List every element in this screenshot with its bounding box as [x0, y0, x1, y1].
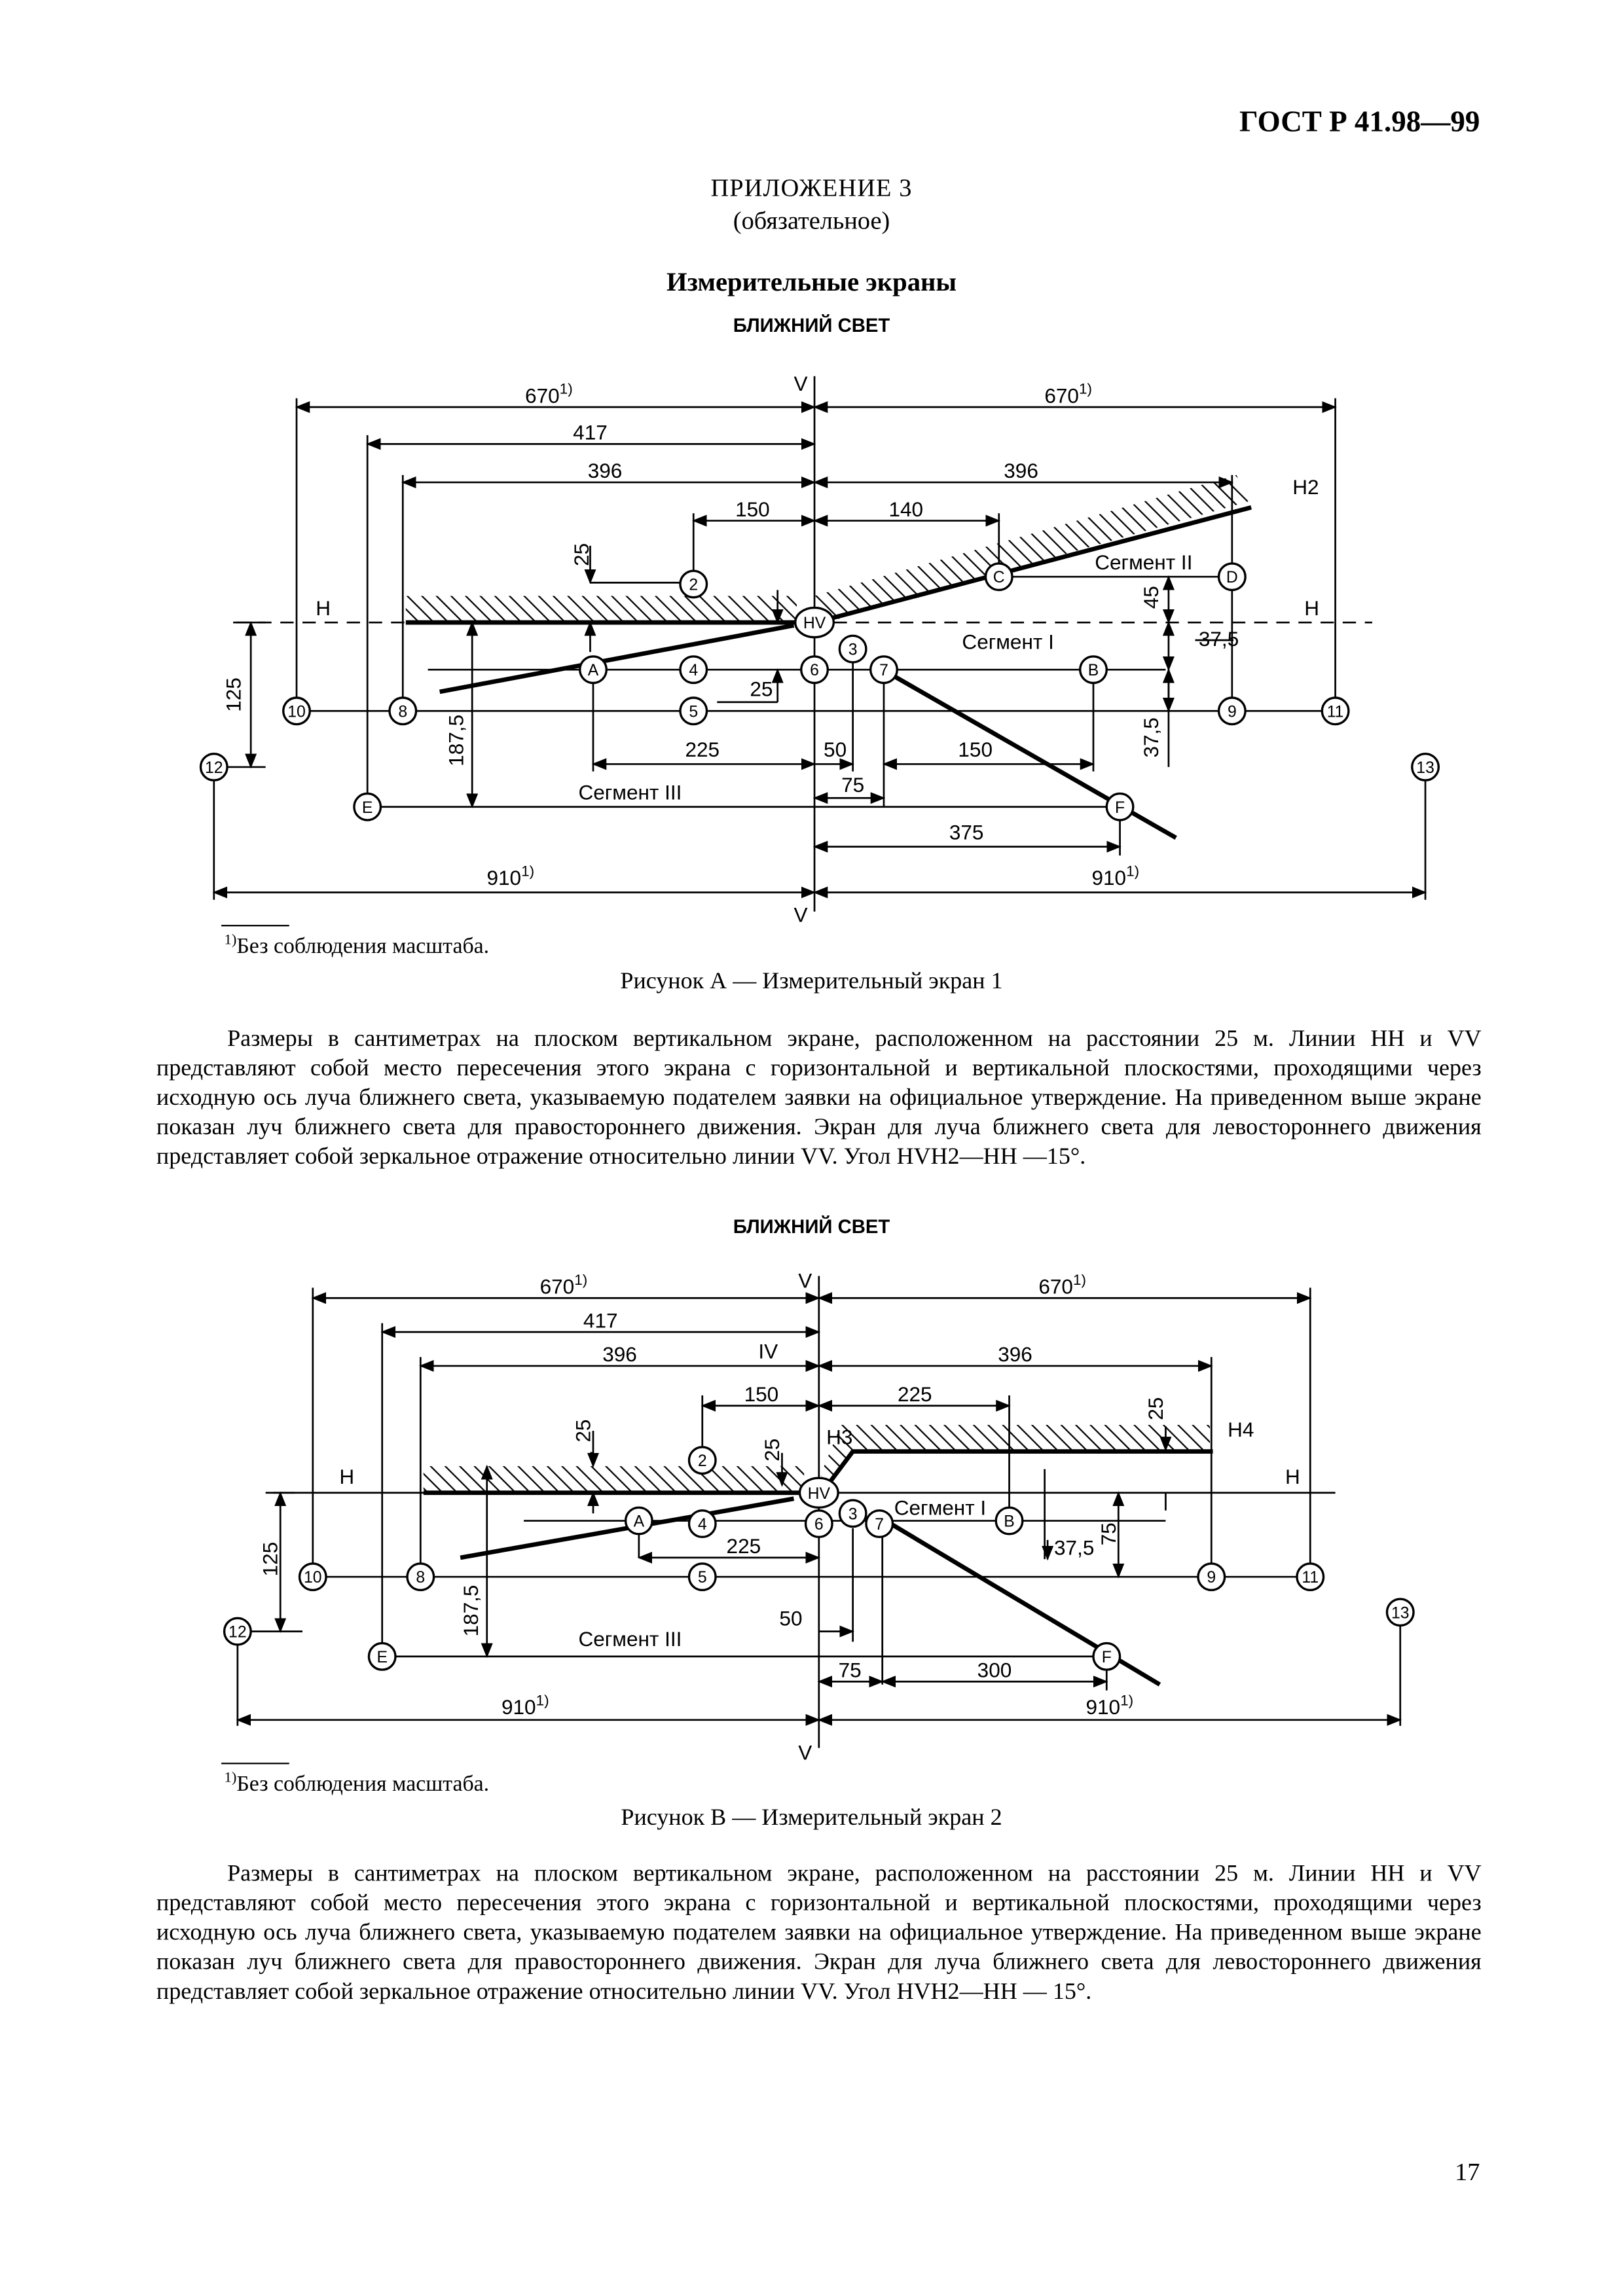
cutoff-hatch-right — [820, 1425, 1210, 1482]
point-4-label: 4 — [697, 1516, 707, 1534]
point-6-label: 6 — [810, 662, 819, 680]
dim-37-5: 37,5 — [1053, 1535, 1095, 1560]
dim-300: 300 — [977, 1658, 1012, 1682]
point-5-label: 5 — [697, 1569, 707, 1587]
point-a-label: A — [633, 1513, 645, 1531]
dim-75-right: 75 — [1096, 1522, 1120, 1546]
dim-125: 125 — [258, 1541, 282, 1577]
figure1-paragraph: Размеры в сантиметрах на плоском вертикальном экране, расположенном на расстоянии 25 м. Линии НН и VV представляют собой место пересечения этого экрана с горизонтальной и вертикальной плоскостями, проходящими через исходную ось луча ближнего света, указываемую подателем заявки на официальное утверждение. На приведенном выше экране показан луч ближнего света для правостороннего движения. Экран для луча ближнего света для левостороннего движения представляет собой зеркальное отражение относительно линии VV. Угол HVH2—HH —15°. — [156, 1026, 1482, 1170]
segment-1-label: Сегмент I — [962, 630, 1054, 654]
dim-910-left: 910$^{1)}$ — [486, 863, 535, 890]
point-2-label: 2 — [689, 576, 699, 594]
point-6-label: 6 — [814, 1516, 824, 1534]
footnote-2: $^{1)}$Без соблюдения масштаба. — [224, 1770, 490, 1797]
point-e-label: E — [376, 1648, 388, 1666]
dim-670-left: 670$^{1)}$ — [525, 380, 573, 408]
h3-label: H3 — [826, 1425, 853, 1449]
beam-line-left — [440, 626, 794, 692]
point-11-label: 11 — [1302, 1569, 1319, 1587]
section-title: Измерительные экраны — [666, 266, 957, 296]
h2-label: H2 — [1292, 475, 1319, 499]
figure2-paragraph: Размеры в сантиметрах на плоском вертикальном экране, расположенном на расстоянии 25 м. Линии НН и VV представляют собой место пересечения этого экрана с горизонтальной и вертикальной плоскостями, проходящими через исходную ось луча ближнего света, указываемую подателем заявки на официальное утверждение. На приведенном выше экране показан луч ближнего света для правостороннего движения. Экран для луча ближнего света для левостороннего движения представляет собой зеркальное отражение относительно линии VV. Угол HVH2—HH — 15°. — [156, 1861, 1482, 2005]
dim-37-5-lower: 37,5 — [1139, 717, 1163, 758]
page-number: 17 — [1455, 2158, 1480, 2186]
dim-25-upper: 25 — [570, 543, 594, 566]
dim-50: 50 — [824, 738, 847, 762]
h-label-right: H — [1285, 1465, 1300, 1489]
segment-2-label: Сегмент II — [1095, 550, 1193, 574]
cutoff-hatch-right — [814, 475, 1249, 622]
point-8-label: 8 — [398, 703, 408, 721]
appendix-title: ПРИЛОЖЕНИЕ 3 — [710, 173, 913, 202]
point-8-label: 8 — [416, 1569, 426, 1587]
dim-910-left: 910$^{1)}$ — [501, 1692, 549, 1719]
hv-label: HV — [807, 1484, 831, 1503]
dim-140: 140 — [888, 497, 924, 521]
appendix-note: (обязательное) — [733, 206, 890, 235]
dim-37-5-right: 37,5 — [1198, 627, 1239, 651]
dim-396-right: 396 — [1004, 459, 1038, 483]
dim-25-right: 25 — [1143, 1397, 1167, 1420]
segment-3-label: Сегмент III — [578, 780, 682, 804]
dim-417: 417 — [583, 1308, 618, 1333]
v-label-bottom: V — [798, 1740, 812, 1765]
cutoff-line-right — [826, 1452, 1213, 1487]
dim-25-left: 25 — [571, 1419, 595, 1443]
v-label-top: V — [793, 372, 808, 396]
dim-150-top: 150 — [735, 497, 770, 521]
point-5-label: 5 — [689, 703, 699, 721]
point-13-label: 13 — [1416, 759, 1434, 777]
dim-150-bottom: 150 — [958, 738, 993, 762]
dim-670-right: 670$^{1)}$ — [1038, 1271, 1086, 1299]
iv-label: IV — [758, 1339, 778, 1363]
dim-670-left: 670$^{1)}$ — [539, 1271, 588, 1299]
dim-417: 417 — [573, 420, 608, 444]
point-d-label: D — [1226, 569, 1238, 587]
point-b-label: B — [1004, 1513, 1015, 1531]
point-a-label: A — [587, 662, 599, 680]
segment-1-label: Сегмент I — [894, 1496, 987, 1520]
point-4-label: 4 — [689, 662, 699, 680]
point-10-label: 10 — [287, 703, 306, 721]
cutoff-hatch-left — [406, 596, 797, 622]
dim-396-left: 396 — [602, 1342, 637, 1367]
figure1-svg — [0, 354, 1623, 937]
dim-910-right: 910$^{1)}$ — [1085, 1692, 1134, 1719]
point-f-label: F — [1101, 1648, 1112, 1666]
point-e-label: E — [361, 798, 373, 817]
footnote-rule-1 — [221, 925, 289, 926]
point-7-label: 7 — [879, 662, 888, 680]
cutoff-hatch-left — [424, 1466, 804, 1493]
point-9-label: 9 — [1207, 1569, 1216, 1587]
figure1-caption: Рисунок А — Измерительный экран 1 — [620, 969, 1003, 994]
h4-label: H4 — [1228, 1418, 1254, 1442]
dim-187-5: 187,5 — [459, 1585, 483, 1637]
point-f-label: F — [1114, 798, 1125, 817]
point-b-label: B — [1087, 662, 1099, 680]
figure2-svg — [0, 1257, 1623, 1773]
h-label-left: H — [316, 596, 331, 620]
figure2-diagram — [0, 1257, 1623, 1773]
point-9-label: 9 — [1227, 703, 1237, 721]
dim-670-right: 670$^{1)}$ — [1044, 380, 1093, 408]
dim-125: 125 — [221, 677, 246, 712]
standard-number: ГОСТ Р 41.98—99 — [1239, 106, 1480, 139]
dim-225: 225 — [685, 738, 720, 762]
dim-150: 150 — [744, 1382, 779, 1407]
dim-75: 75 — [841, 773, 865, 797]
point-13-label: 13 — [1391, 1604, 1410, 1623]
hv-label: HV — [803, 615, 826, 633]
point-11-label: 11 — [1326, 703, 1344, 721]
dim-396-right: 396 — [998, 1342, 1032, 1367]
point-2-label: 2 — [697, 1452, 707, 1471]
dim-25-center: 25 — [759, 1438, 784, 1462]
figure1-diagram — [0, 354, 1623, 937]
point-10-label: 10 — [303, 1569, 322, 1587]
dim-375: 375 — [949, 820, 984, 844]
segment-3-label: Сегмент III — [578, 1627, 682, 1651]
point-c-label: C — [993, 569, 1005, 587]
dim-225-top: 225 — [897, 1382, 932, 1407]
point-7-label: 7 — [875, 1516, 884, 1534]
point-12-label: 12 — [228, 1623, 247, 1641]
dim-225-lower: 225 — [726, 1534, 761, 1558]
point-12-label: 12 — [204, 759, 223, 777]
figure2-caption: Рисунок В — Измерительный экран 2 — [621, 1805, 1002, 1831]
dim-50: 50 — [779, 1606, 803, 1630]
dim-75-bottom: 75 — [838, 1658, 862, 1682]
h-label-right: H — [1304, 596, 1320, 620]
point-3-label: 3 — [848, 641, 858, 659]
figure1-heading: БЛИЖНИЙ СВЕТ — [733, 314, 890, 336]
v-label-top: V — [798, 1268, 812, 1293]
dim-396-left: 396 — [587, 459, 623, 483]
h-label-left: H — [339, 1465, 355, 1489]
point-3-label: 3 — [848, 1505, 858, 1524]
figure2-heading: БЛИЖНИЙ СВЕТ — [733, 1215, 890, 1238]
dim-910-right: 910$^{1)}$ — [1091, 863, 1140, 890]
v-label-bottom: V — [793, 903, 808, 927]
footnote-1: $^{1)}$Без соблюдения масштаба. — [224, 932, 490, 959]
dim-45: 45 — [1139, 586, 1163, 609]
dim-187-5: 187,5 — [444, 714, 468, 766]
dim-25-lower: 25 — [750, 677, 773, 701]
footnote-rule-2 — [221, 1763, 289, 1764]
